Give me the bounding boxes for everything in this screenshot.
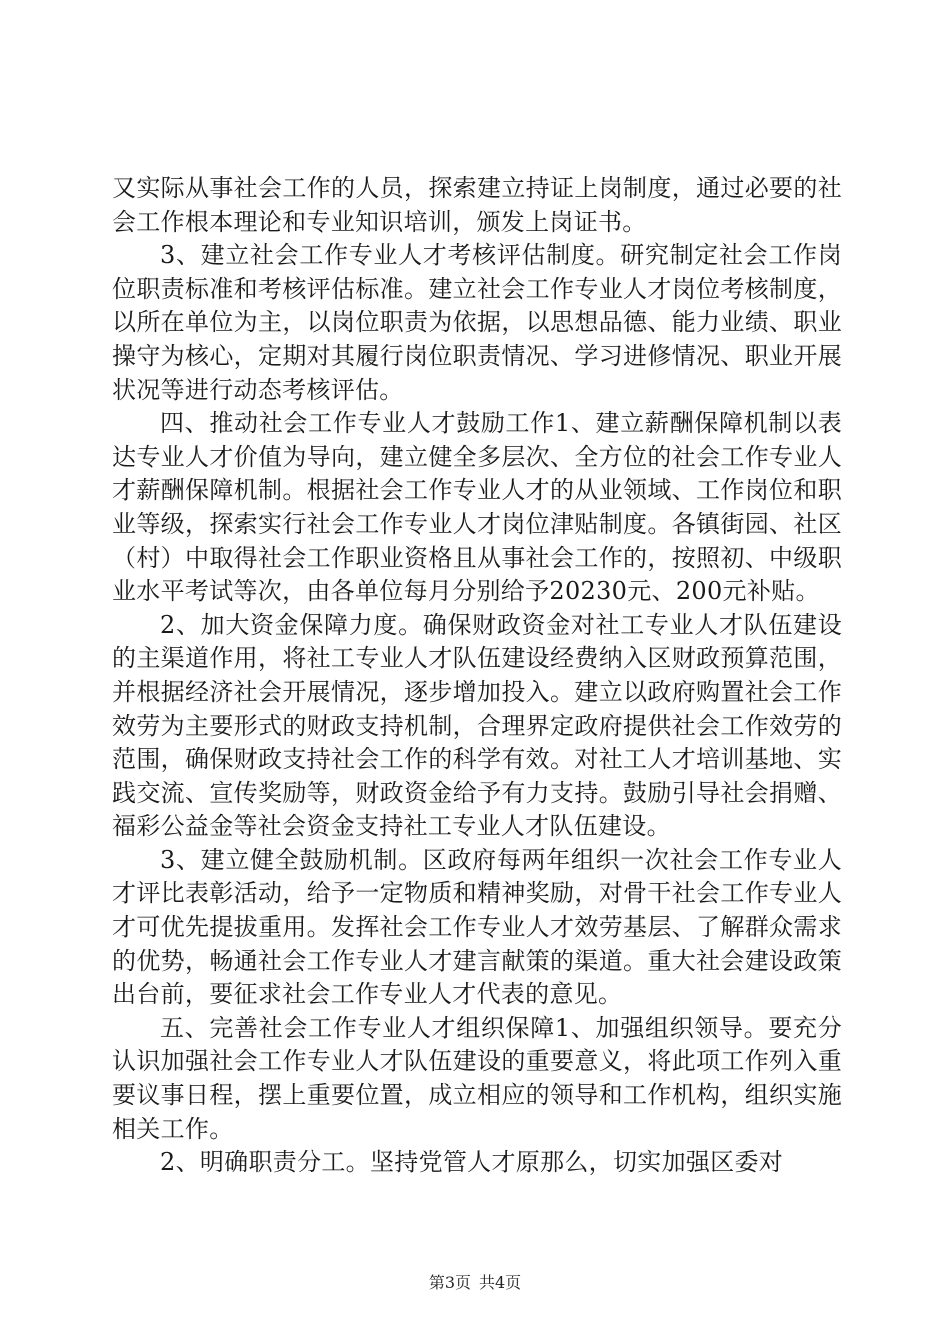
page-number-total: 共4页 xyxy=(479,1273,522,1292)
paragraph-incentive-work: 四、推动社会工作专业人才鼓励工作1、建立薪酬保障机制以表达专业人才价值为导向，建立健全多层次、全方位的社会工作专业人才薪酬保障机制。根据社会工作专业人才的从业领域、工作岗位和职业等级，探索实行社会工作专业人才岗位津贴制度。各镇街园、社区（村）中取得社会工作职业资格且从事社会工作的，按照初、中级职业水平考试等次，由各单位每月分别给予20230元、200元补贴。 xyxy=(112,409,842,606)
paragraph-responsibility-division: 2、明确职责分工。坚持党管人才原那么，切实加强区委对 xyxy=(160,1148,784,1177)
page-footer xyxy=(0,1272,950,1294)
paragraph-incentive-mechanism: 3、建立健全鼓励机制。区政府每两年组织一次社会工作专业人才评比表彰活动，给予一定物质和精神奖励，对骨干社会工作专业人才可优先提拔重用。发挥社会工作专业人才效劳基层、了解群众需求的优势，畅通社会工作专业人才建言献策的渠道。重大社会建设政策出台前，要征求社会工作专业人才代表的意见。 xyxy=(112,845,842,1009)
document-body xyxy=(112,172,842,1180)
paragraph-organization-guarantee: 五、完善社会工作专业人才组织保障1、加强组织领导。要充分认识加强社会工作专业人才队伍建设的重要意义，将此项工作列入重要议事日程，摆上重要位置，成立相应的领导和工作机构，组织实施相关工作。 xyxy=(112,1013,842,1143)
paragraph-continuation: 又实际从事社会工作的人员，探索建立持证上岗制度，通过必要的社会工作根本理论和专业知识培训，颁发上岗证书。 xyxy=(112,174,842,236)
paragraph-funding-guarantee: 2、加大资金保障力度。确保财政资金对社工专业人才队伍建设的主渠道作用，将社工专业人才队伍建设经费纳入区财政预算范围，并根据经济社会开展情况，逐步增加投入。建立以政府购置社会工作效劳为主要形式的财政支持机制，合理界定政府提供社会工作效劳的范围，确保财政支持社会工作的科学有效。对社工人才培训基地、实践交流、宣传奖励等，财政资金给予有力支持。鼓励引导社会捐赠、福彩公益金等社会资金支持社工专业人才队伍建设。 xyxy=(112,610,842,841)
page-number-current: 第3页 xyxy=(428,1273,471,1292)
paragraph-assessment-system: 3、建立社会工作专业人才考核评估制度。研究制定社会工作岗位职责标准和考核评估标准。建立社会工作专业人才岗位考核制度，以所在单位为主，以岗位职责为依据，以思想品德、能力业绩、职业操守为核心，定期对其履行岗位职责情况、学习进修情况、职业开展状况等进行动态考核评估。 xyxy=(112,241,842,404)
